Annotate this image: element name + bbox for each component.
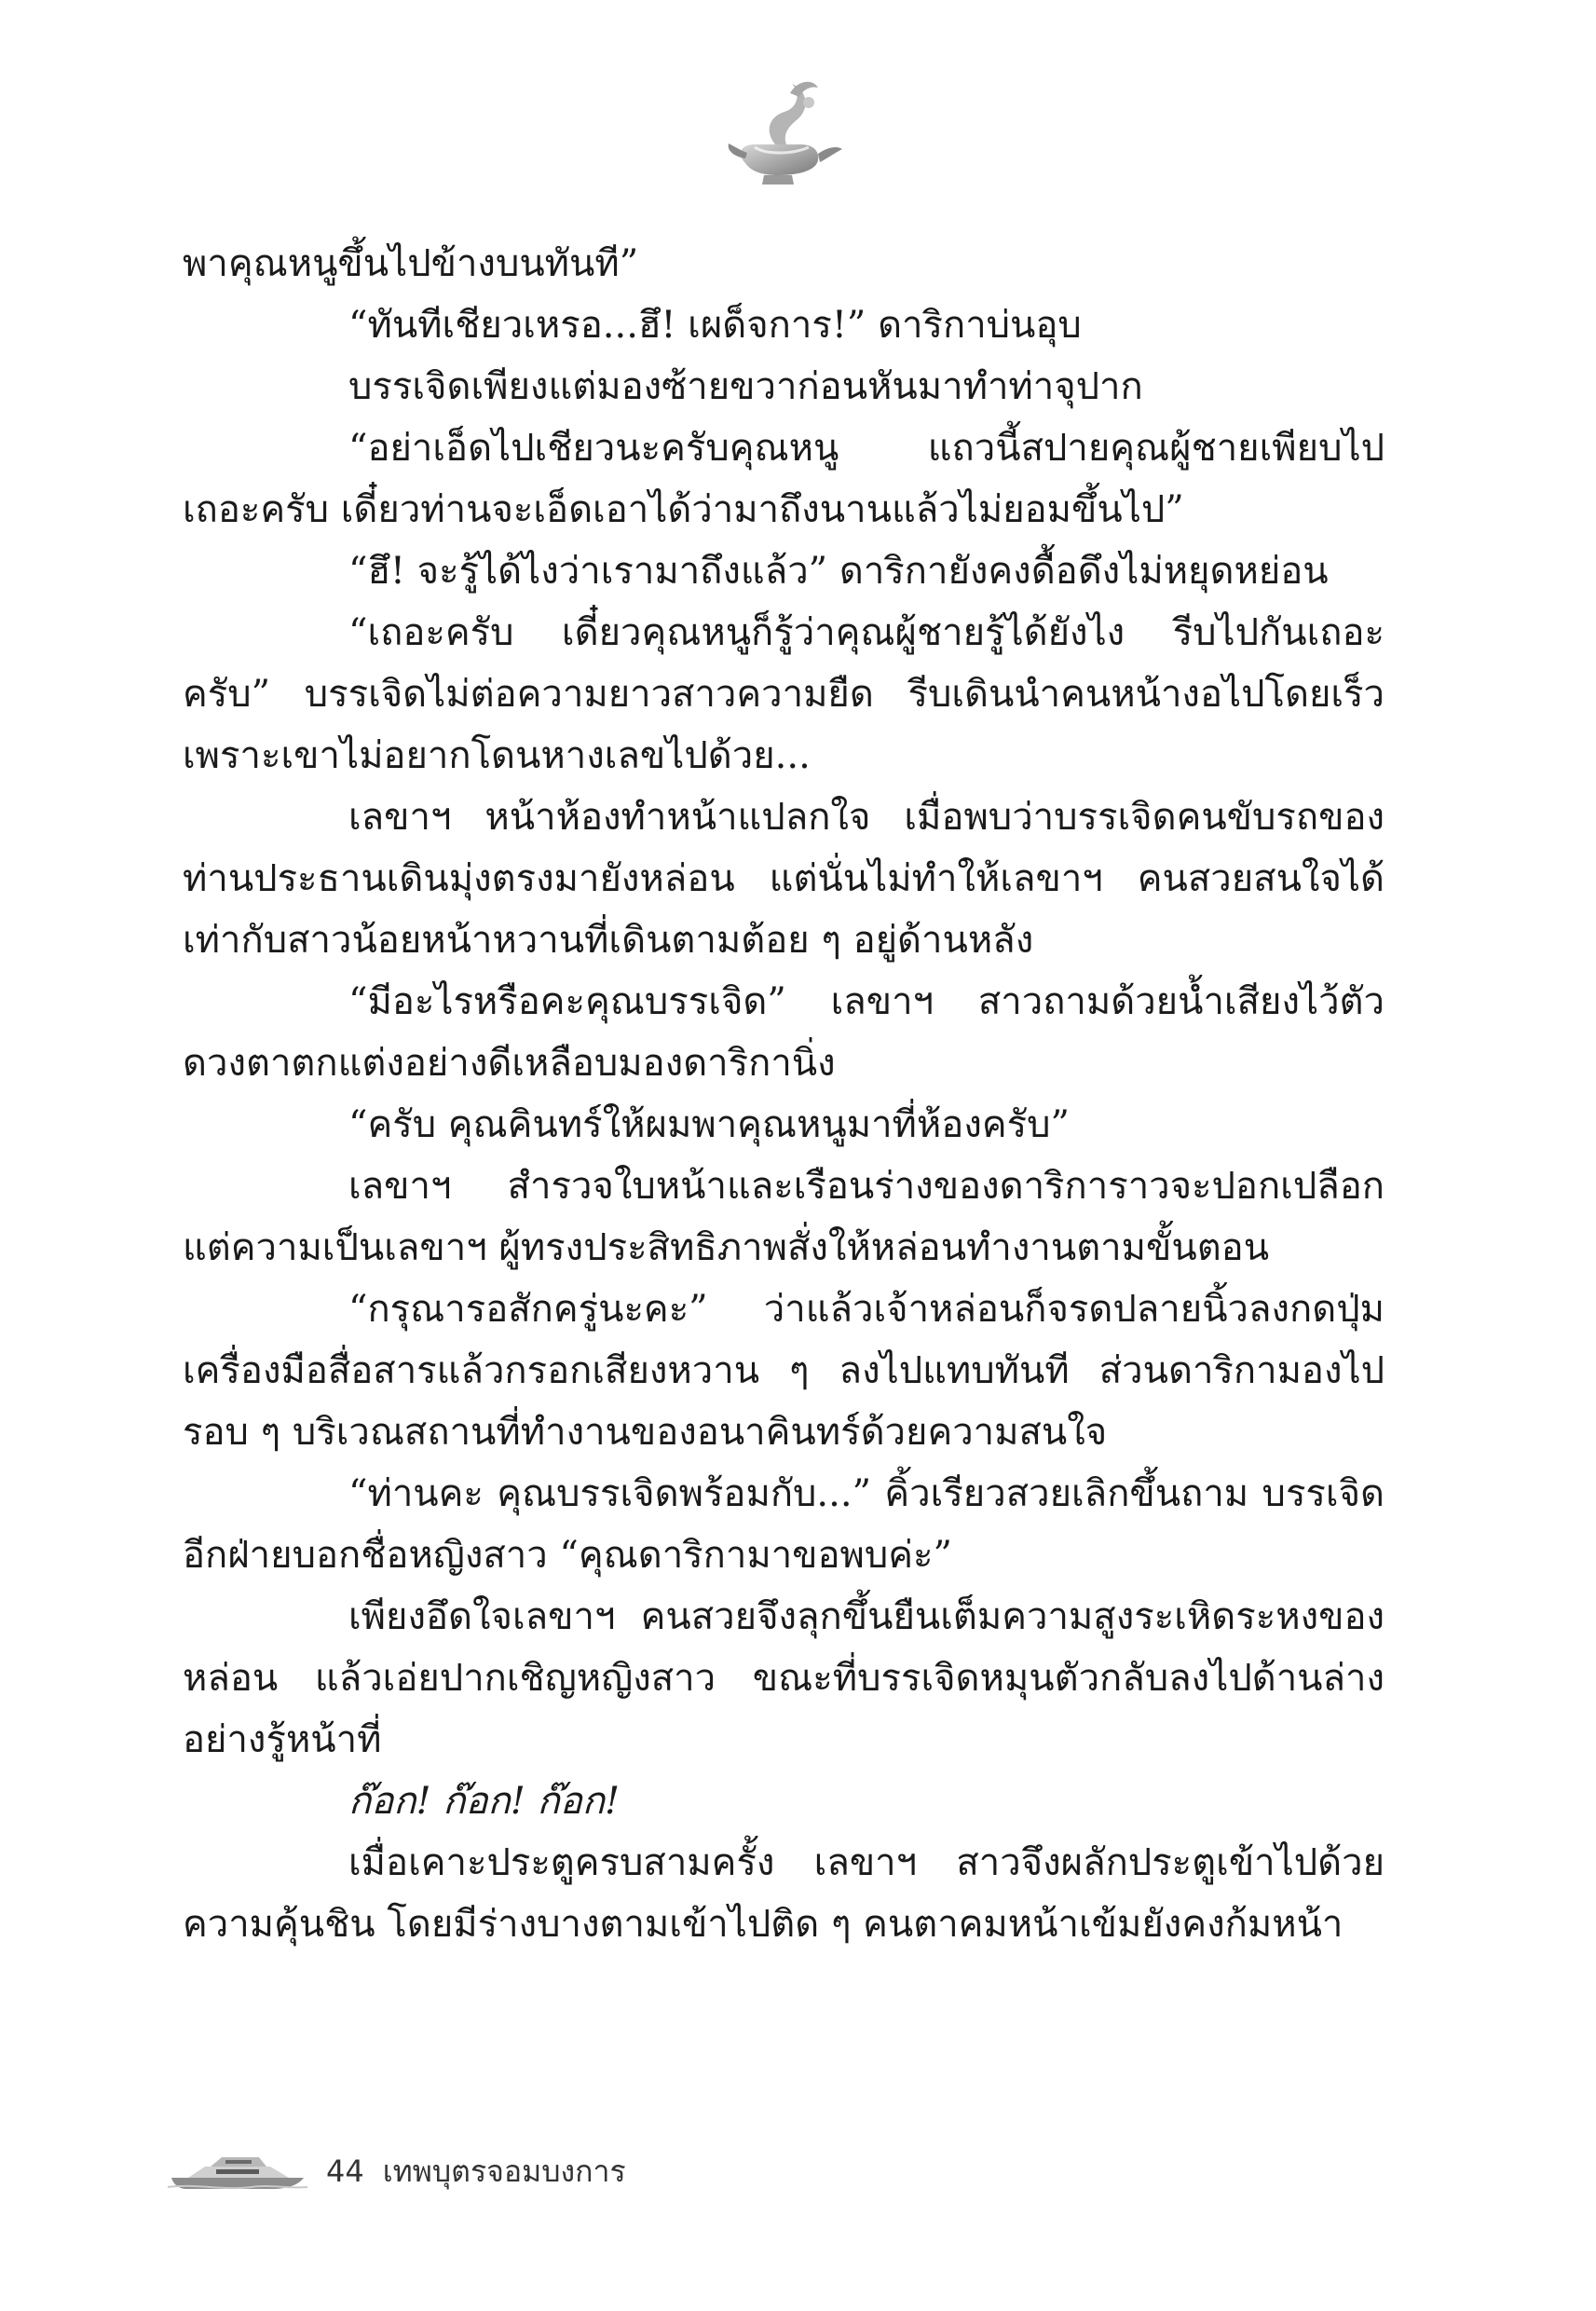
yacht-icon: [168, 2150, 307, 2193]
paragraph: บรรเจิดเพียงแต่มองซ้ายขวาก่อนหันมาทำท่าจุปาก: [348, 365, 1143, 408]
paragraph-sound-effect: ก๊อก! ก๊อก! ก๊อก!: [348, 1780, 621, 1823]
paragraph: “อย่าเอ็ดไปเชียวนะครับคุณหนู แถวนี้สปายคุณผู้ชายเพียบไปเถอะครับ เดี๋ยวท่านจะเอ็ดเอาได้ว่ามาถึงนานแล้วไม่ยอมขึ้นไป”: [183, 427, 1385, 531]
paragraph: เมื่อเคาะประตูครบสามครั้ง เลขาฯ สาวจึงผลักประตูเข้าไปด้วยความคุ้นชิน โดยมีร่างบางตามเข้าไปติด ๆ คนตาคมหน้าเข้มยังคงก้มหน้า: [183, 1841, 1385, 1946]
paragraph: เลขาฯ สำรวจใบหน้าและเรือนร่างของดาริการาวจะปอกเปลือก แต่ความเป็นเลขาฯ ผู้ทรงประสิทธิภาพสั่งให้หล่อนทำงานตามขั้นตอน: [183, 1165, 1385, 1269]
paragraph: “เถอะครับ เดี๋ยวคุณหนูก็รู้ว่าคุณผู้ชายรู้ได้ยังไง รีบไปกันเถอะครับ” บรรเจิดไม่ต่อความยาวสาวความยืด รีบเดินนำคนหน้างอไปโดยเร็ว เพราะเขาไม่อยากโดนหางเลขไปด้วย...: [183, 611, 1385, 777]
paragraph: “กรุณารอสักครู่นะคะ” ว่าแล้วเจ้าหล่อนก็จรดปลายนิ้วลงกดปุ่มเครื่องมือสื่อสารแล้วกรอกเสียงหวาน ๆ ลงไปแทบทันที ส่วนดาริกามองไปรอบ ๆ บริเวณสถานที่ทำงานของอนาคินทร์ด้วยความสนใจ: [183, 1288, 1385, 1454]
genie-lamp-icon: [708, 65, 848, 205]
paragraph: เลขาฯ หน้าห้องทำหน้าแปลกใจ เมื่อพบว่าบรรเจิดคนขับรถของท่านประธานเดินมุ่งตรงมายังหล่อน แต่นั่นไม่ทำให้เลขาฯ คนสวยสนใจได้เท่ากับสาวน้อยหน้าหวานที่เดินตามต้อย ๆ อยู่ด้านหลัง: [183, 796, 1385, 962]
paragraph: “ฮึ! จะรู้ได้ไงว่าเรามาถึงแล้ว” ดาริกายังคงดื้อดึงไม่หยุดหย่อน: [348, 550, 1329, 593]
paragraph: เพียงอึดใจเลขาฯ คนสวยจึงลุกขึ้นยืนเต็มความสูงระเหิดระหงของหล่อน แล้วเอ่ยปากเชิญหญิงสาว ขณะที่บรรเจิดหมุนตัวกลับลงไปด้านล่างอย่างรู้หน้าที่: [183, 1595, 1385, 1761]
paragraph: “มีอะไรหรือคะคุณบรรเจิด” เลขาฯ สาวถามด้วยน้ำเสียงไว้ตัว ดวงตาตกแต่งอย่างดีเหลือบมองดาริกานิ่ง: [183, 980, 1385, 1085]
paragraph: “ครับ คุณคินทร์ให้ผมพาคุณหนูมาที่ห้องครับ”: [348, 1103, 1070, 1146]
paragraph: พาคุณหนูขึ้นไปข้างบนทันที”: [183, 242, 639, 285]
page-footer: [168, 2143, 626, 2199]
paragraph: “ทันทีเชียวเหรอ...ฮึ! เผด็จการ!” ดาริกาบ่นอุบ: [348, 304, 1082, 347]
page-number: 44: [326, 2154, 364, 2189]
paragraph: “ท่านคะ คุณบรรเจิดพร้อมกับ...” คิ้วเรียวสวยเลิกขึ้นถาม บรรเจิด อีกฝ่ายบอกชื่อหญิงสาว “คุณดาริกามาขอพบค่ะ”: [183, 1472, 1385, 1577]
book-title: เทพบุตรจอมบงการ: [382, 2153, 626, 2189]
body-text: [183, 233, 1385, 1955]
